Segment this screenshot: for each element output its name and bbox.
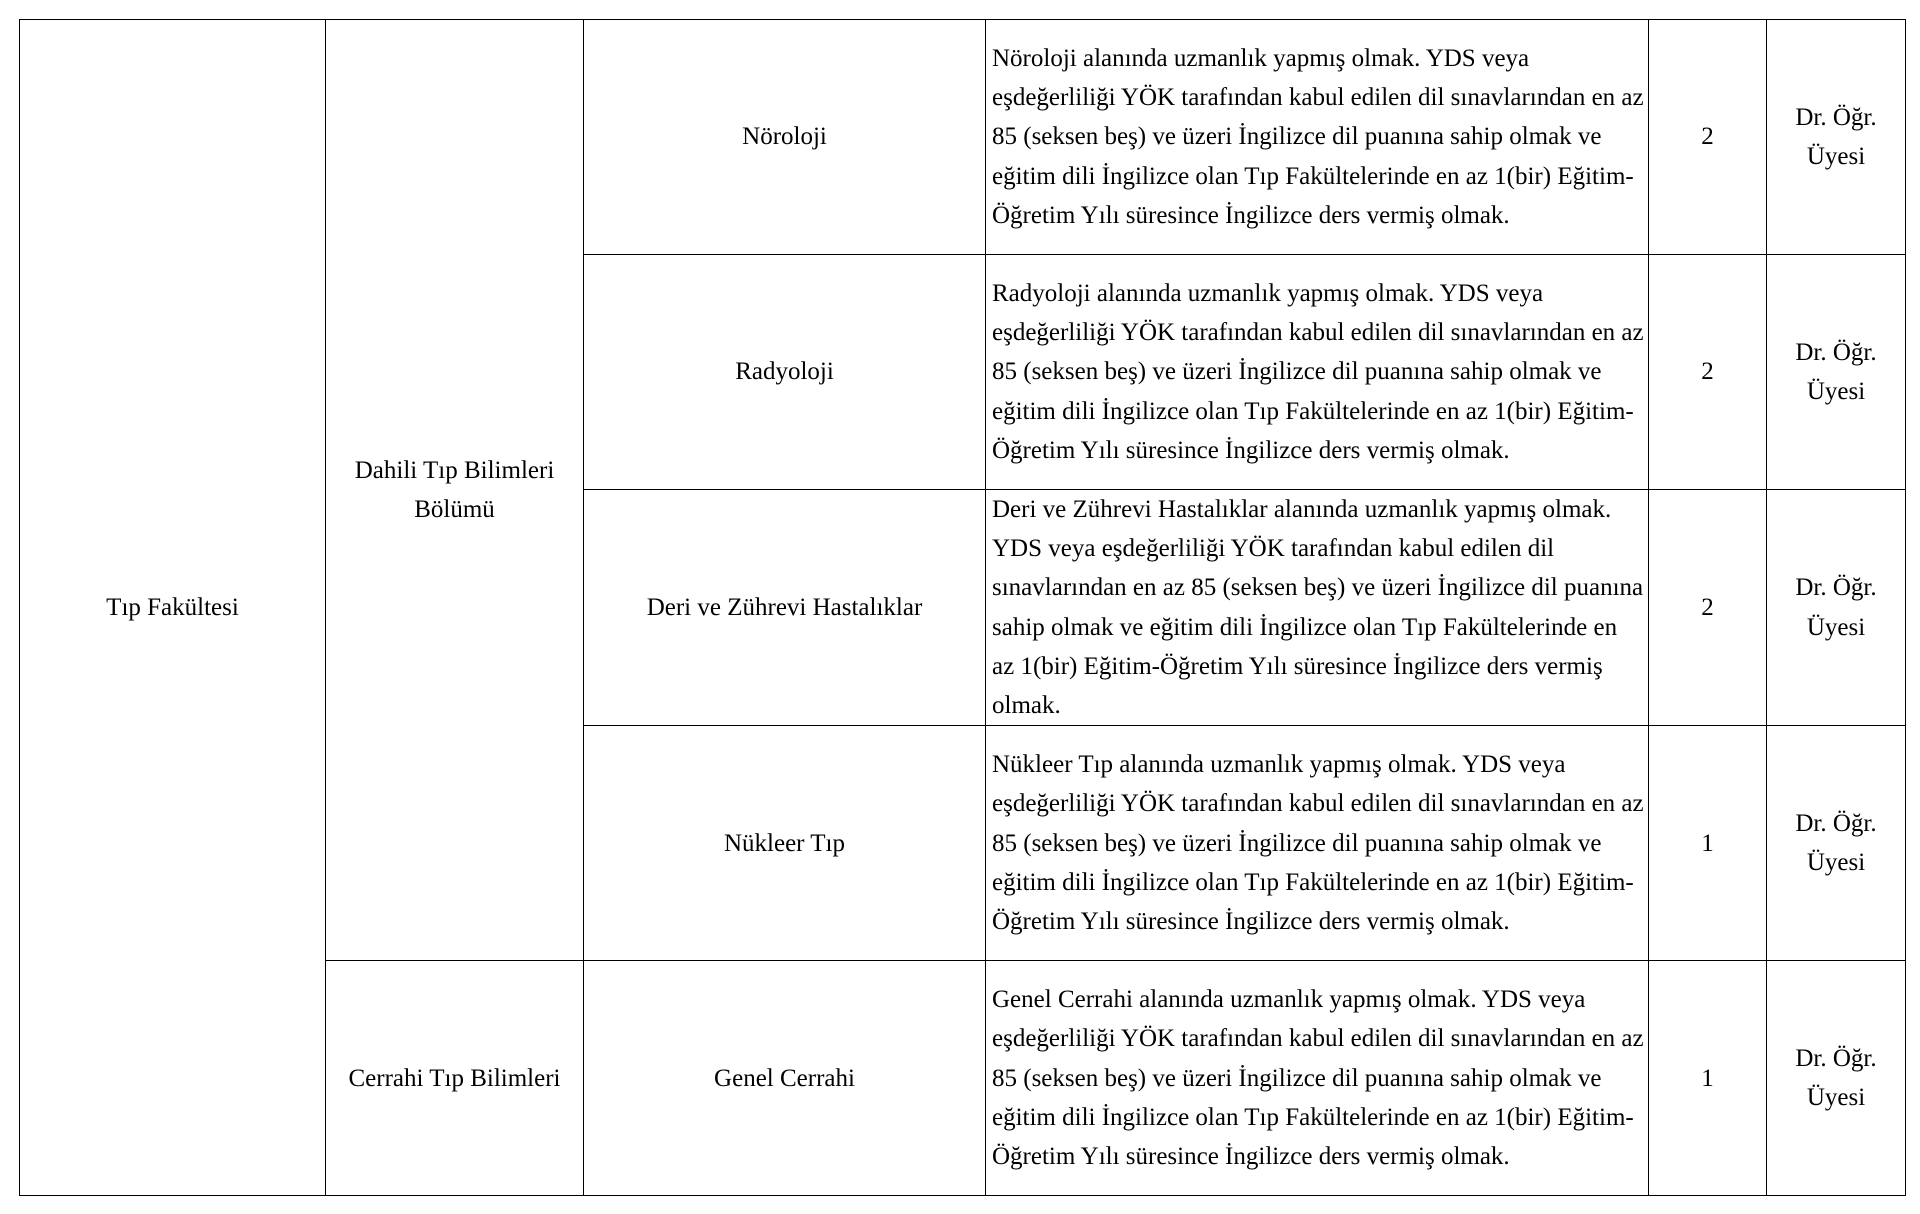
department-name: Cerrahi Tıp Bilimleri <box>348 1064 561 1092</box>
discipline-name: Nükleer Tıp <box>723 829 846 857</box>
discipline-cell <box>584 490 986 726</box>
department-name-line-1: Dahili Tıp Bilimleri <box>354 456 555 484</box>
department-name-line-2: Bölümü <box>414 496 495 524</box>
academic-title-line-1: Dr. Öğr. <box>1795 103 1877 131</box>
count-cell <box>1649 20 1767 255</box>
count-cell <box>1649 255 1767 490</box>
requirement-cell <box>986 20 1649 255</box>
positions-table <box>19 19 1906 1196</box>
title-cell <box>1767 490 1906 726</box>
requirement-text: Nöroloji alanında uzmanlık yapmış olmak. YDS veya eşdeğerliliği YÖK tarafından kabul edilen dil sınavlarından en az 85 (seksen beş) ve üzeri İngilizce dil puanına sahip olmak ve eğitim dili İngilizce olan Tıp Fakültelerinde en az 1(bir) Eğitim-Öğretim Yılı süresince İngilizce ders vermiş olmak. <box>992 44 1644 229</box>
discipline-cell <box>584 726 986 961</box>
requirement-cell <box>986 255 1649 490</box>
position-count: 2 <box>1701 594 1714 621</box>
academic-title-line-2: Üyesi <box>1806 613 1866 641</box>
requirement-text: Nükleer Tıp alanında uzmanlık yapmış olmak. YDS veya eşdeğerliliği YÖK tarafından kabul edilen dil sınavlarından en az 85 (seksen beş) ve üzeri İngilizce dil puanına sahip olmak ve eğitim dili İngilizce olan Tıp Fakültelerinde en az 1(bir) Eğitim-Öğretim Yılı süresince İngilizce ders vermiş olmak. <box>992 751 1644 936</box>
faculty-name: Tıp Fakültesi <box>106 594 239 621</box>
discipline-cell <box>584 961 986 1196</box>
title-cell <box>1767 20 1906 255</box>
requirement-text: Genel Cerrahi alanında uzmanlık yapmış olmak. YDS veya eşdeğerliliği YÖK tarafından kabul edilen dil sınavlarından en az 85 (seksen beş) ve üzeri İngilizce dil puanına sahip olmak ve eğitim dili İngilizce olan Tıp Fakültelerinde en az 1(bir) Eğitim-Öğretim Yılı süresince İngilizce ders vermiş olmak. <box>992 986 1644 1171</box>
requirement-text: Radyoloji alanında uzmanlık yapmış olmak. YDS veya eşdeğerliliği YÖK tarafından kabul edilen dil sınavlarından en az 85 (seksen beş) ve üzeri İngilizce dil puanına sahip olmak ve eğitim dili İngilizce olan Tıp Fakültelerinde en az 1(bir) Eğitim-Öğretim Yılı süresince İngilizce ders vermiş olmak. <box>992 279 1644 464</box>
requirement-text: Deri ve Zührevi Hastalıklar alanında uzmanlık yapmış olmak. YDS veya eşdeğerliliği YÖK tarafından kabul edilen dil sınavlarından en az 85 (seksen beş) ve üzeri İngilizce dil puanına sahip olmak ve eğitim dili İngilizce olan Tıp Fakültelerinde en az 1(bir) Eğitim-Öğretim Yılı süresince İngilizce ders vermiş olmak. <box>992 496 1644 720</box>
count-cell <box>1649 490 1767 726</box>
position-count: 1 <box>1701 1064 1714 1092</box>
count-cell <box>1649 726 1767 961</box>
academic-title-line-1: Dr. Öğr. <box>1795 574 1877 602</box>
academic-title-line-1: Dr. Öğr. <box>1795 810 1877 838</box>
title-cell <box>1767 726 1906 961</box>
department-cell-cerrahi <box>326 961 584 1196</box>
position-count: 2 <box>1701 123 1714 151</box>
position-count: 1 <box>1701 829 1714 857</box>
faculty-cell <box>20 20 326 1196</box>
academic-title-line-2: Üyesi <box>1806 143 1866 170</box>
requirement-cell <box>986 961 1649 1196</box>
position-count: 2 <box>1701 358 1714 386</box>
title-cell <box>1767 961 1906 1196</box>
academic-title-line-1: Dr. Öğr. <box>1795 1045 1877 1073</box>
academic-title-line-2: Üyesi <box>1806 378 1866 405</box>
academic-title-line-1: Dr. Öğr. <box>1795 338 1877 366</box>
requirement-cell <box>986 490 1649 726</box>
table-row <box>20 20 1906 255</box>
academic-title-line-2: Üyesi <box>1806 849 1866 877</box>
discipline-name: Deri ve Zührevi Hastalıklar <box>646 594 923 621</box>
discipline-name: Genel Cerrahi <box>714 1064 855 1092</box>
discipline-name: Radyoloji <box>735 358 834 386</box>
requirement-cell <box>986 726 1649 961</box>
title-cell <box>1767 255 1906 490</box>
count-cell <box>1649 961 1767 1196</box>
discipline-name: Nöroloji <box>742 123 827 151</box>
discipline-cell <box>584 255 986 490</box>
academic-title-line-2: Üyesi <box>1806 1084 1866 1112</box>
discipline-cell <box>584 20 986 255</box>
department-cell-dahili <box>326 20 584 961</box>
